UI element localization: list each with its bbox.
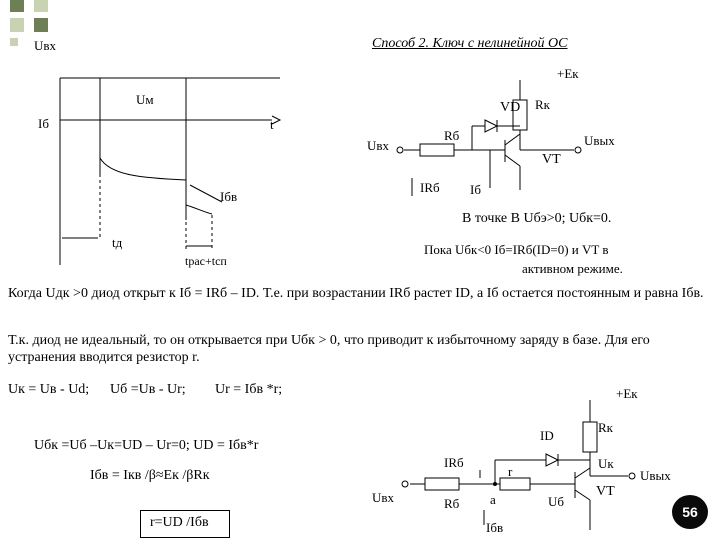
circuit2-rb-label: Rб	[444, 496, 460, 511]
equation-ub: Uб =Uв - Ur;	[110, 382, 186, 397]
graph-i-bv-label: Iбв	[220, 189, 238, 204]
graph-t-d-label: tд	[112, 235, 123, 250]
circuit2-rk-label: Rк	[598, 420, 613, 435]
circuit1-ek-label: +Eк	[557, 66, 579, 81]
circuit1-rb-label: Rб	[444, 128, 460, 143]
equation-ibv: Iбв = Iкв /β≈Eк /βRк	[90, 468, 210, 483]
circuit2-id-label: ID	[540, 428, 554, 443]
circuit1-rk-label: Rк	[535, 97, 550, 112]
graph-u-m-label: Uм	[136, 92, 154, 107]
equation-ubk: Uбк =Uб –Uк=UD – Ur=0; UD = Iбв*r	[34, 438, 259, 453]
circuit1-u-in-label: Uвх	[367, 138, 390, 153]
graph-t-res-label: tрас+tсп	[185, 254, 227, 268]
equation-ur: Ur = Iбв *r;	[215, 382, 283, 397]
circuit2-ibv-label: Iбв	[486, 520, 504, 535]
note-line-2: Пока Uбк<0 Iб=IRб(ID=0) и VT в	[424, 242, 609, 257]
note-line-3: активном режиме.	[522, 261, 623, 276]
circuit2-vt-label: VT	[596, 484, 615, 499]
circuit2-ub-label: Uб	[548, 494, 565, 509]
circuit2-ek-label: +Eк	[616, 386, 638, 401]
graph-t-label: t	[270, 117, 274, 132]
equation-uk: Uк = Uв - Ud;	[8, 382, 90, 397]
note-line-1: В точке В Uбэ>0; Uбк=0.	[462, 211, 612, 226]
circuit2-r-label: r	[508, 464, 513, 479]
equation-r-box	[140, 510, 230, 538]
circuit1-ib-label: Iб	[470, 182, 481, 197]
page-number-badge: 56	[672, 495, 708, 529]
equation-r: r=UD /Iбв	[150, 515, 209, 530]
paragraph-2: Т.к. диод не идеальный, то он открывается при Uбк > 0, что приводит к избыточному заряду в базе. Для его устранения вводится резистор r.	[8, 333, 650, 365]
circuit2-irb-label: IRб	[444, 455, 464, 470]
circuit2-u-out-label: Uвых	[640, 468, 671, 483]
graph-u-in-label: Uвх	[34, 38, 57, 53]
graph-i-b-label: Iб	[38, 116, 49, 131]
paragraph-1: Когда Uдк >0 диод открыт к Iб = IRб – ID. Т.е. при возрастании IRб растет ID, а Iб остается постоянным и равна Iбв.	[8, 286, 704, 301]
circuit2-u-in-label: Uвх	[372, 490, 395, 505]
circuit1-u-out-label: Uвых	[584, 133, 615, 148]
circuit1-vt-label: VT	[542, 152, 561, 167]
circuit2-uk-label: Uк	[598, 456, 614, 471]
circuit1-vd-label: VD	[500, 100, 521, 115]
page-title: Способ 2. Ключ с нелинейной ОС	[372, 36, 568, 51]
circuit1-irb-label: IRб	[420, 180, 440, 195]
circuit2-a-label: a	[490, 492, 496, 507]
